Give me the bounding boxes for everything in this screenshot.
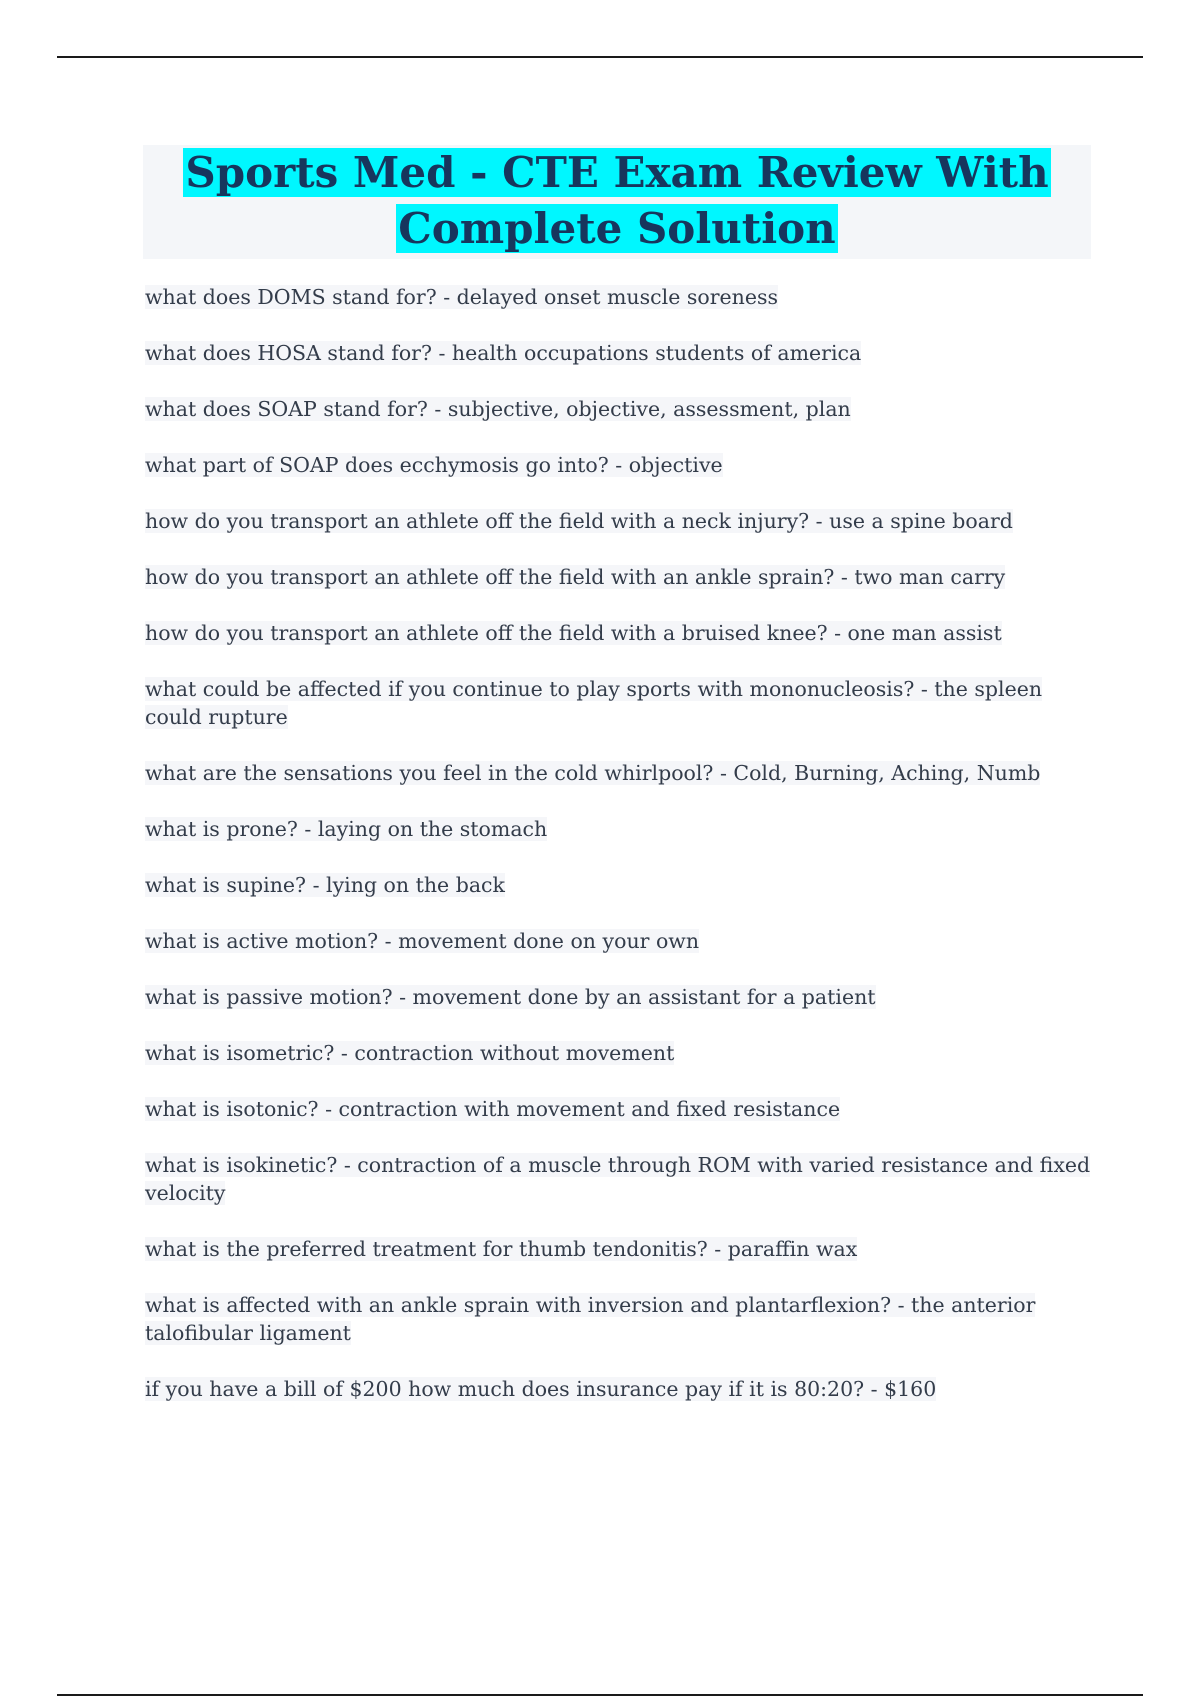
qa-item — [145, 507, 1095, 535]
qa-item — [145, 1095, 1095, 1123]
qa-text: how do you transport an athlete off the field with a bruised knee? - one man assist — [145, 621, 1002, 645]
title-line-2: Complete Solution — [398, 204, 836, 253]
qa-text: what is passive motion? - movement done by an assistant for a patient — [145, 985, 876, 1009]
bottom-rule — [57, 1694, 1143, 1696]
qa-item — [145, 1375, 1095, 1403]
qa-text: what is supine? - lying on the back — [145, 873, 505, 897]
qa-text: what is prone? - laying on the stomach — [145, 817, 548, 841]
qa-text: if you have a bill of $200 how much does insurance pay if it is 80:20? - $160 — [145, 1377, 937, 1401]
qa-text: what is the preferred treatment for thumb tendonitis? - paraffin wax — [145, 1237, 858, 1261]
qa-text: what is affected with an ankle sprain with inversion and plantarflexion? - the anterior talofibular ligament — [145, 1293, 1036, 1345]
qa-item — [145, 1151, 1095, 1207]
qa-item — [145, 1235, 1095, 1263]
qa-item — [145, 871, 1095, 899]
qa-text: what are the sensations you feel in the cold whirlpool? - Cold, Burning, Aching, Numb — [145, 761, 1041, 785]
qa-text: what is isokinetic? - contraction of a muscle through ROM with varied resistance and fixed velocity — [145, 1153, 1091, 1205]
qa-text: what part of SOAP does ecchymosis go into? - objective — [145, 453, 723, 477]
qa-item — [145, 1291, 1095, 1347]
title-block — [143, 145, 1091, 259]
qa-text: what does HOSA stand for? - health occupations students of america — [145, 341, 862, 365]
qa-item — [145, 283, 1095, 311]
qa-text: what does SOAP stand for? - subjective, objective, assessment, plan — [145, 397, 851, 421]
page-title — [143, 145, 1091, 257]
top-rule — [57, 56, 1143, 58]
qa-item — [145, 563, 1095, 591]
title-line-1: Sports Med - CTE Exam Review With — [185, 148, 1049, 197]
qa-text: what is isometric? - contraction without movement — [145, 1041, 675, 1065]
qa-text: how do you transport an athlete off the field with a neck injury? - use a spine board — [145, 509, 1013, 533]
qa-text: how do you transport an athlete off the field with an ankle sprain? - two man carry — [145, 565, 1006, 589]
qa-item — [145, 759, 1095, 787]
qa-text: what is active motion? - movement done on your own — [145, 929, 700, 953]
qa-item — [145, 339, 1095, 367]
qa-item — [145, 619, 1095, 647]
qa-list — [145, 283, 1095, 1431]
qa-item — [145, 927, 1095, 955]
qa-item — [145, 983, 1095, 1011]
qa-item — [145, 1039, 1095, 1067]
qa-text: what does DOMS stand for? - delayed onset muscle soreness — [145, 285, 779, 309]
qa-item — [145, 815, 1095, 843]
qa-text: what is isotonic? - contraction with movement and fixed resistance — [145, 1097, 841, 1121]
qa-text: what could be affected if you continue to play sports with mononucleosis? - the spleen could rupture — [145, 677, 1043, 729]
qa-item — [145, 395, 1095, 423]
qa-item — [145, 451, 1095, 479]
qa-item — [145, 675, 1095, 731]
